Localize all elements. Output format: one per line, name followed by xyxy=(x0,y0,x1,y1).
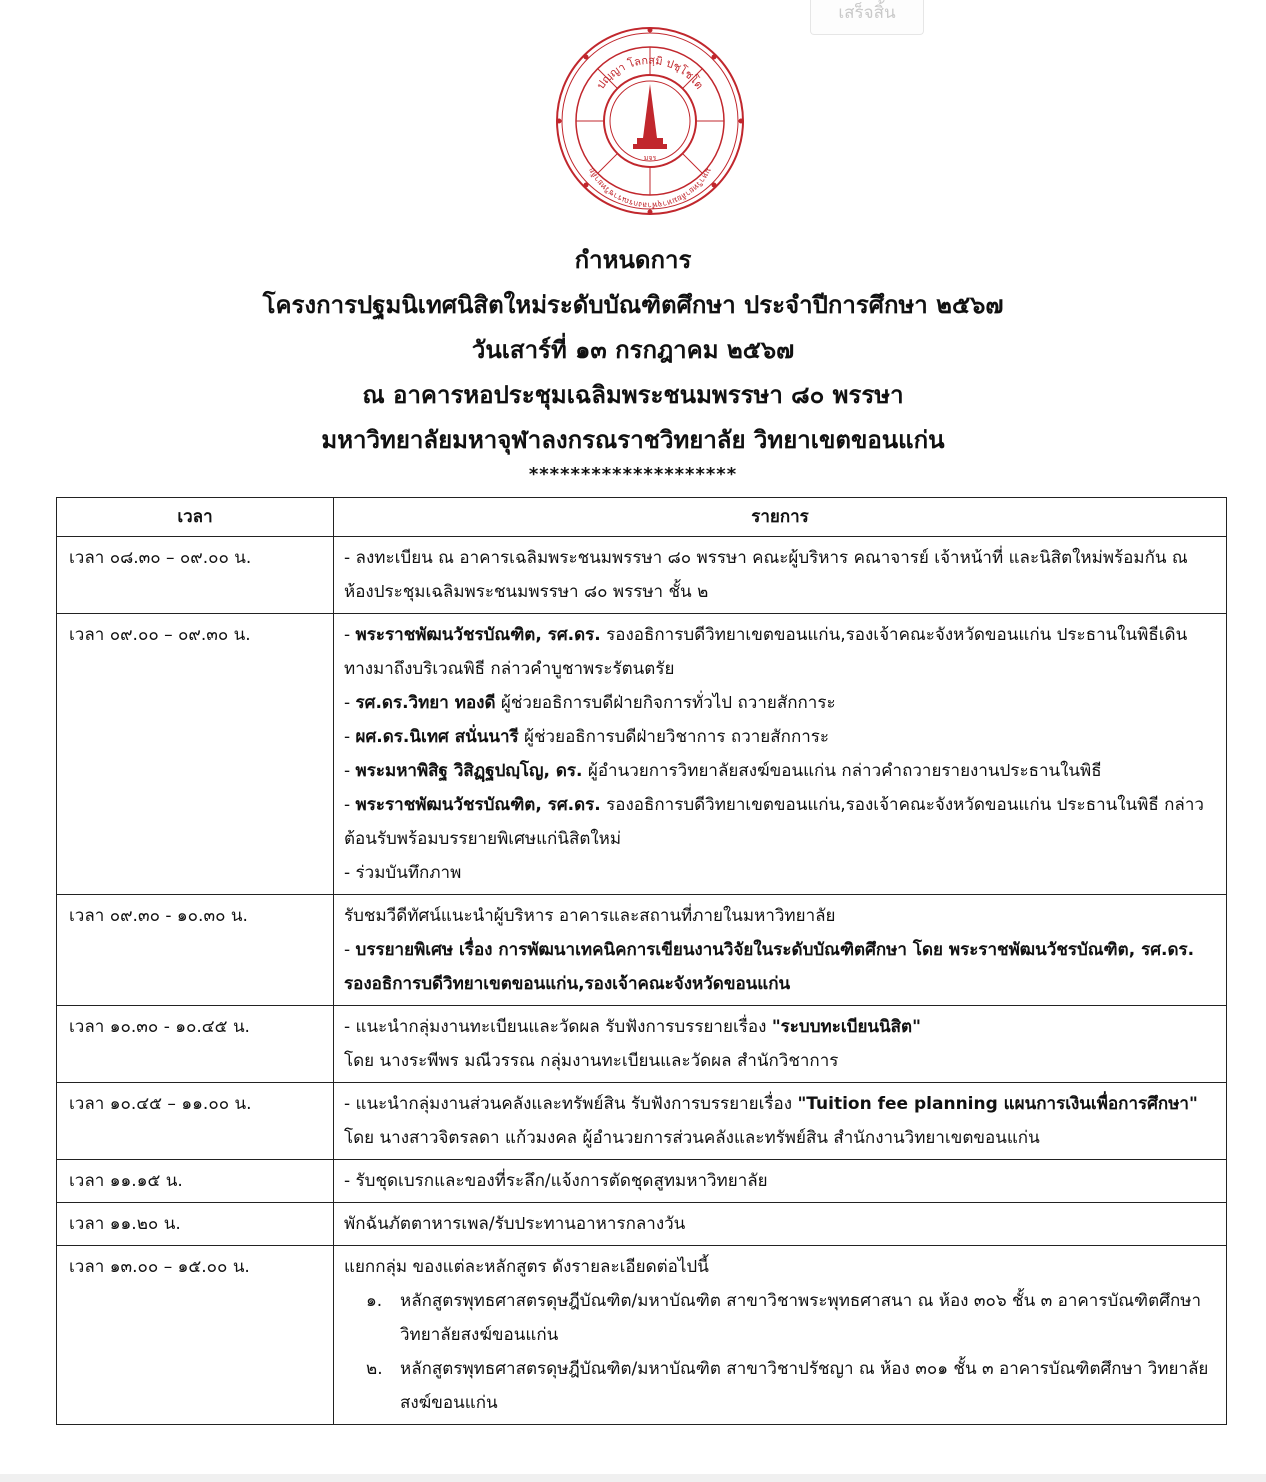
item-cell xyxy=(334,895,1227,1006)
item-dash: - xyxy=(344,761,356,781)
item-dash: - xyxy=(344,795,356,815)
item-topic: "Tuition fee planning แผนการเงินเพื่อการศึกษา" xyxy=(797,1094,1198,1114)
item-text: รองอธิการบดีวิทยาเขตขอนแก่น,รองเจ้าคณะจังหวัดขอนแก่น ประธานในพิธี กล่าวต้อนรับพร้อมบรรยายพิเศษแก่นิสิตใหม่ xyxy=(344,795,1204,849)
item-line xyxy=(344,933,1214,1001)
table-row xyxy=(57,1203,1227,1246)
list-number: ๒. xyxy=(366,1359,383,1379)
table-row xyxy=(57,1246,1227,1425)
svg-text:ปญฺญา โลกสฺมิ ปชฺโชโต: ปญฺญา โลกสฺมิ ปชฺโชโต xyxy=(594,53,706,92)
item-text: โดย นางสาวจิตรลดา แก้วมงคล ผู้อำนวยการส่วนคลังและทรัพย์สิน สำนักงานวิทยาเขตขอนแก่น xyxy=(344,1128,1040,1148)
item-speaker: พระราชพัฒนวัชรบัณฑิต, รศ.ดร. xyxy=(355,795,601,815)
item-dash: - xyxy=(344,727,356,747)
time-cell: เวลา ๑๐.๓๐ - ๑๐.๔๕ น. xyxy=(57,1006,334,1083)
item-line: รับชมวีดีทัศน์แนะนำผู้บริหาร อาคารและสถานที่ภายในมหาวิทยาลัย xyxy=(344,906,836,926)
heading-separator: ******************** xyxy=(528,464,738,485)
item-line: โดย นางระพีพร มณีวรรณ กลุ่มงานทะเบียนและวัดผล สำนักวิชาการ xyxy=(344,1051,839,1071)
heading-date: วันเสาร์ที่ ๑๓ กรกฎาคม ๒๕๖๗ xyxy=(471,336,795,364)
item-line xyxy=(344,1010,1214,1044)
item-cell xyxy=(334,1160,1227,1203)
heading-university: มหาวิทยาลัยมหาจุฬาลงกรณราชวิทยาลัย วิทยาเขตขอนแก่น xyxy=(321,426,945,454)
header-item: รายการ xyxy=(334,498,1227,537)
time-cell: เวลา ๑๓.๐๐ – ๑๕.๐๐ น. xyxy=(57,1246,334,1425)
table-row xyxy=(57,537,1227,614)
item-dash: - xyxy=(344,625,356,645)
item-cell xyxy=(334,1246,1227,1425)
heading-venue: ณ อาคารหอประชุมเฉลิมพระชนมพรรษา ๘๐ พรรษา xyxy=(362,381,904,409)
seal-emblem xyxy=(555,26,745,216)
item-speaker: พระราชพัฒนวัชรบัณฑิต, รศ.ดร. xyxy=(355,625,601,645)
list-text: หลักสูตรพุทธศาสตรดุษฎีบัณฑิต/มหาบัณฑิต สาขาวิชาพระพุทธศาสนา ณ ห้อง ๓๐๖ ชั้น ๓ อาคารบัณฑิตศึกษา วิทยาลัยสงฆ์ขอนแก่น xyxy=(400,1291,1202,1345)
heading-title: กำหนดการ xyxy=(574,246,692,274)
list-item xyxy=(344,1352,1214,1420)
item-text: ผู้ช่วยอธิการบดีฝ่ายกิจการทั่วไป ถวายสักการะ xyxy=(495,693,836,713)
item-line xyxy=(344,788,1214,856)
item-line: พักฉันภัตตาหารเพล/รับประทานอาหารกลางวัน xyxy=(344,1214,686,1234)
item-text: - แนะนำกลุ่มงานทะเบียนและวัดผล รับฟังการบรรยายเรื่อง xyxy=(344,1017,772,1037)
time-cell: เวลา ๑๐.๔๕ – ๑๑.๐๐ น. xyxy=(57,1083,334,1160)
table-row xyxy=(57,1083,1227,1160)
list-number: ๑. xyxy=(366,1291,383,1311)
table-row xyxy=(57,1160,1227,1203)
item-line xyxy=(344,1087,1214,1155)
schedule-table xyxy=(56,497,1227,1425)
item-dash: - xyxy=(344,940,356,960)
item-cell xyxy=(334,1203,1227,1246)
item-dash: - xyxy=(344,693,356,713)
item-cell xyxy=(334,1083,1227,1160)
item-text: รองอธิการบดีวิทยาเขตขอนแก่น,รองเจ้าคณะจังหวัดขอนแก่น ประธานในพิธีเดินทางมาถึงบริเวณพิธี กล่าวคำบูชาพระรัตนตรัย xyxy=(344,625,1188,679)
item-line xyxy=(344,618,1214,686)
item-text: ผู้ช่วยอธิการบดีฝ่ายวิชาการ ถวายสักการะ xyxy=(518,727,830,747)
bottom-scroll-edge xyxy=(0,1474,1266,1482)
item-line: - ร่วมบันทึกภาพ xyxy=(344,863,462,883)
item-speaker: รศ.ดร.วิทยา ทองดี xyxy=(355,693,496,713)
time-cell: เวลา ๐๙.๓๐ - ๑๐.๓๐ น. xyxy=(57,895,334,1006)
table-row xyxy=(57,614,1227,895)
item-line xyxy=(344,754,1214,788)
item-topic: "ระบบทะเบียนนิสิต" xyxy=(771,1017,921,1037)
svg-text:มหาวิทยาลัยมหาจุฬาลงกรณราชวิทย: มหาวิทยาลัยมหาจุฬาลงกรณราชวิทยาลัย xyxy=(586,166,714,210)
time-cell: เวลา ๑๑.๑๕ น. xyxy=(57,1160,334,1203)
item-cell xyxy=(334,537,1227,614)
item-lecture: บรรยายพิเศษ เรื่อง การพัฒนาเทคนิคการเขียนงานวิจัยในระดับบัณฑิตศึกษา โดย พระราชพัฒนวัชรบัณฑิต, รศ.ดร. รองอธิการบดีวิทยาเขตขอนแก่น,รองเจ้าคณะจังหวัดขอนแก่น xyxy=(344,940,1195,994)
document-heading xyxy=(0,238,1266,487)
item-speaker: ผศ.ดร.นิเทศ สนั่นนารี xyxy=(355,727,519,747)
item-cell xyxy=(334,614,1227,895)
item-line: - รับชุดเบรกและของที่ระลึก/แจ้งการตัดชุดสูทมหาวิทยาลัย xyxy=(344,1171,768,1191)
item-line: - ลงทะเบียน ณ อาคารเฉลิมพระชนมพรรษา ๘๐ พรรษา คณะผู้บริหาร คณาจารย์ เจ้าหน้าที่ และนิสิตใหม่พร้อมกัน ณ ห้องประชุมเฉลิมพระชนมพรรษา ๘๐ พรรษา ชั้น ๒ xyxy=(344,548,1188,602)
item-line: แยกกลุ่ม ของแต่ละหลักสูตร ดังรายละเอียดต่อไปนี้ xyxy=(344,1257,709,1277)
table-row xyxy=(57,1006,1227,1083)
item-text: ผู้อำนวยการวิทยาลัยสงฆ์ขอนแก่น กล่าวคำถวายรายงานประธานในพิธี xyxy=(582,761,1102,781)
table-row xyxy=(57,895,1227,1006)
header-time: เวลา xyxy=(57,498,334,537)
table-header-row xyxy=(57,498,1227,537)
group-list xyxy=(344,1284,1214,1420)
done-button[interactable]: เสร็จสิ้น xyxy=(810,0,924,35)
item-line xyxy=(344,720,1214,754)
time-cell: เวลา ๐๘.๓๐ – ๐๙.๐๐ น. xyxy=(57,537,334,614)
time-cell: เวลา ๑๑.๒๐ น. xyxy=(57,1203,334,1246)
time-cell: เวลา ๐๙.๐๐ – ๐๙.๓๐ น. xyxy=(57,614,334,895)
heading-project: โครงการปฐมนิเทศนิสิตใหม่ระดับบัณฑิตศึกษา ประจำปีการศึกษา ๒๕๖๗ xyxy=(262,291,1004,319)
item-speaker: พระมหาพิสิฐ วิสิฏฺฐปญฺโญ, ดร. xyxy=(355,761,583,781)
list-item xyxy=(344,1284,1214,1352)
item-text: - แนะนำกลุ่มงานส่วนคลังและทรัพย์สิน รับฟังการบรรยายเรื่อง xyxy=(344,1094,798,1114)
item-cell xyxy=(334,1006,1227,1083)
university-seal xyxy=(555,26,745,216)
item-line xyxy=(344,686,1214,720)
list-text: หลักสูตรพุทธศาสตรดุษฎีบัณฑิต/มหาบัณฑิต สาขาวิชาปรัชญา ณ ห้อง ๓๐๑ ชั้น ๓ อาคารบัณฑิตศึกษา วิทยาลัยสงฆ์ขอนแก่น xyxy=(400,1359,1209,1413)
svg-text:มจร: มจร xyxy=(643,154,657,162)
